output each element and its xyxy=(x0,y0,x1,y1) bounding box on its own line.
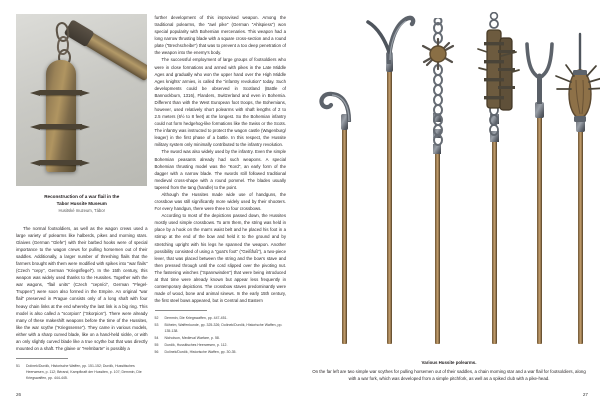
footnote xyxy=(155,349,287,355)
footnote-number: 54 xyxy=(154,336,159,341)
footnote-text: Durdík, Hussitisches Heerwesen, p. 112. xyxy=(164,343,228,348)
left-column-one-footnotes xyxy=(16,363,148,381)
caption-line-two: Tabor Hussite Museum xyxy=(56,201,107,207)
spiked-club-icon xyxy=(554,32,600,128)
paragraph: The normal footsoldiers, as well as the wagon crews used a large variety of polearms like halberds, pikes and morning stars. Glaives (German "Glefe") with their barbed hooks were of special importance to the wagon crews for pulling horsemen out of their saddles. Additionally, a larger number of threshing flails that the farmers brought with them were modified with spikes into "war flails" (Czech "cepy", German "Kriegsflegel"). In the 15th century, this weapon was widely used thanks to the Hussites. Together with the war wagons, "flail units" (Czech "cepníci", German "Flegel-Truppen") were soon also formed in the Empire. An original "war flail" preserved in Prague consists only of a long shaft with four heavy chain links at the end whereby the last link is a big ring. This model is also called a "scorpion" ("Skorpion"). There were already many of these makeshift weapons before the time of the Hussites, like the war scythe ("Kriegssense"). They came in various models, either with a sharp curved blade, like on a hand-held sickle, or with an only slightly curved blade like a true scythe but that was directly mounted on a shaft. The glaive or "Helmbarte" is possibly a xyxy=(16,225,148,351)
left-column-two xyxy=(155,14,287,369)
footnote xyxy=(16,363,148,381)
flail-iron-band xyxy=(40,160,82,165)
page-number-left: 26 xyxy=(16,392,22,397)
left-column-two-footnotes xyxy=(155,315,287,355)
footnote xyxy=(155,342,287,348)
caption-credit: Husitské muzeum, Tábor xyxy=(58,207,105,213)
paragraph: The successful employment of large groups of footsoldiers who were in close formations and armed with pikes in the Late Middle Ages and gradually who won the upper hand over the High Middle Ages knights' armies, is called the "infantry revolution" today. Such developments could be observed in Scotland (Battle of Bannockburn, 1316), Flanders, Switzerland and even in Bohemia. Different than with the West European foot troops, the Bohemians, however, used relatively short polearms with shaft lengths of 2 to 2.5 meters (6½ to 8 feet) at the longest. So the Bohemian infantry could not form hedgehog-like formations like the Swiss or the Scots. The infantry was instructed to protect the wagon castle (Wagenburg/ leager) in the first phase of a battle. In this respect, the Hussite military system only minimally contributed to the infantry revolution. xyxy=(154,57,286,148)
caption-line-two: flail for footsoldiers, along with a war fork, which was developed from a simple pitchfork, xyxy=(348,368,586,382)
footnote-rule xyxy=(16,358,68,359)
footnote xyxy=(155,315,287,321)
page-number-right: 27 xyxy=(582,392,588,397)
left-figure-caption xyxy=(16,193,148,215)
right-figure-caption xyxy=(310,359,588,383)
footnote-number: 52 xyxy=(154,316,159,321)
caption-line-one: On the far left are two simple war scythes for pulling horsemen out of their saddles, a chain morning star and a war xyxy=(312,368,535,374)
scythe-blade-icon xyxy=(318,88,362,122)
footnote-number: 56 xyxy=(154,350,159,355)
footnote xyxy=(155,322,287,334)
paragraph: further development of this improvised weapon. Among the traditional polearms, the "awl pike" (German "Ahlspiess") won special popularity with Bohemian mercenaries. This weapon had a long narrow thrusting blade with a square cross-section and a round plate ("Brechscheibe") that was to prevent a too deep penetration of the weapon into the enemy's body. xyxy=(154,15,286,56)
paragraph: According to most of the depictions passed down, the Hussites mostly used simple crossbows. To arm them, the string was held in place by a hook on the man's waist belt and he placed his foot in a stirrup at the end of the bow and held it to the ground and by stretching upright with his legs he spanned the weapon. Another possibility consisted of using a "goat's foot" ("Geißfuß"), a two-piece lever, that was placed between the string and the bow's stave and then pressed through until the cord slipped over the pivoting nut. The fastening winches ("Spannwinden") that were being introduced at that time were already known but appear less frequently in contemporary depictions. The crossbow staves predominantly were made of wood, bone and animal sinews. In the early 15th century, the first steel bows appeared, but in Central and Eastern xyxy=(154,213,286,304)
flail-spike xyxy=(30,90,40,96)
paragraph: Although the Hussites made wide use of handguns, the crossbow was still significantly more widely used by their shooters. For every handgun, there were three to four crossbows. xyxy=(154,191,286,212)
caption-title: Various Hussite polearms. xyxy=(421,360,477,366)
flail-spike xyxy=(80,124,90,130)
right-page xyxy=(300,0,600,405)
scythe-blade-icon xyxy=(360,12,416,64)
caption-line-three: as well as a spiked club with a pike-head. xyxy=(468,376,550,382)
left-column-one xyxy=(16,14,148,381)
paragraph: The sword was also widely used by the infantry. Even the simple Bohemian peasants already had such weapons. A special Bohemian thrusting model was the "Kord", an early form of the dagger with a narrow blade. The swords still followed traditional medieval cross-shape with a round pommel. The blades usually tapered from the tang (handle) to the point. xyxy=(154,149,286,190)
left-column-one-body xyxy=(16,225,148,352)
footnote-text: Böheim, Waffenkunde, pp. 325-326; Dolínek/Durdík, Historische Waffen, pp. 135-138. xyxy=(164,323,283,334)
flail-spike xyxy=(30,124,40,130)
footnote-number: 51 xyxy=(16,364,20,369)
fork-socket xyxy=(535,102,544,118)
flail-spike xyxy=(30,160,40,166)
footnote-text: Dolínek/Durdík, Historische Waffen, pp. 30-35. xyxy=(164,350,237,355)
flail-head-icon xyxy=(474,12,520,138)
footnote-text: Demmin, Die Kriegswaffen, pp. 447-451. xyxy=(164,316,228,321)
caption-line-one: Reconstruction of a war flail in the xyxy=(44,194,120,199)
footnote-number: 53 xyxy=(154,323,159,328)
morning-star-icon xyxy=(419,18,459,148)
footnote-text: Dolínek/Durdík, Historische Waffen, pp. 151-152; Durdík, Hussitisches Heerwesen, p. 112; Bérand, Kampfkraft der Hussiten, p. 107; Demmin, Die Kriegswaffen, pp. 444-445. xyxy=(26,364,142,381)
flail-iron-band xyxy=(40,90,82,95)
flail-iron-band xyxy=(40,124,82,129)
flail-spike xyxy=(80,160,90,166)
footnote xyxy=(155,335,287,341)
footnote-rule xyxy=(155,310,207,311)
footnote-text: Nicholson, Medieval Warfare, p. 58. xyxy=(164,336,220,341)
war-flail-photo xyxy=(16,14,147,186)
flail-spike xyxy=(80,90,90,96)
flail-head xyxy=(46,60,76,172)
hussite-polearms-illustration xyxy=(310,14,598,344)
footnote-number: 55 xyxy=(154,343,159,348)
left-page-columns xyxy=(16,14,286,381)
